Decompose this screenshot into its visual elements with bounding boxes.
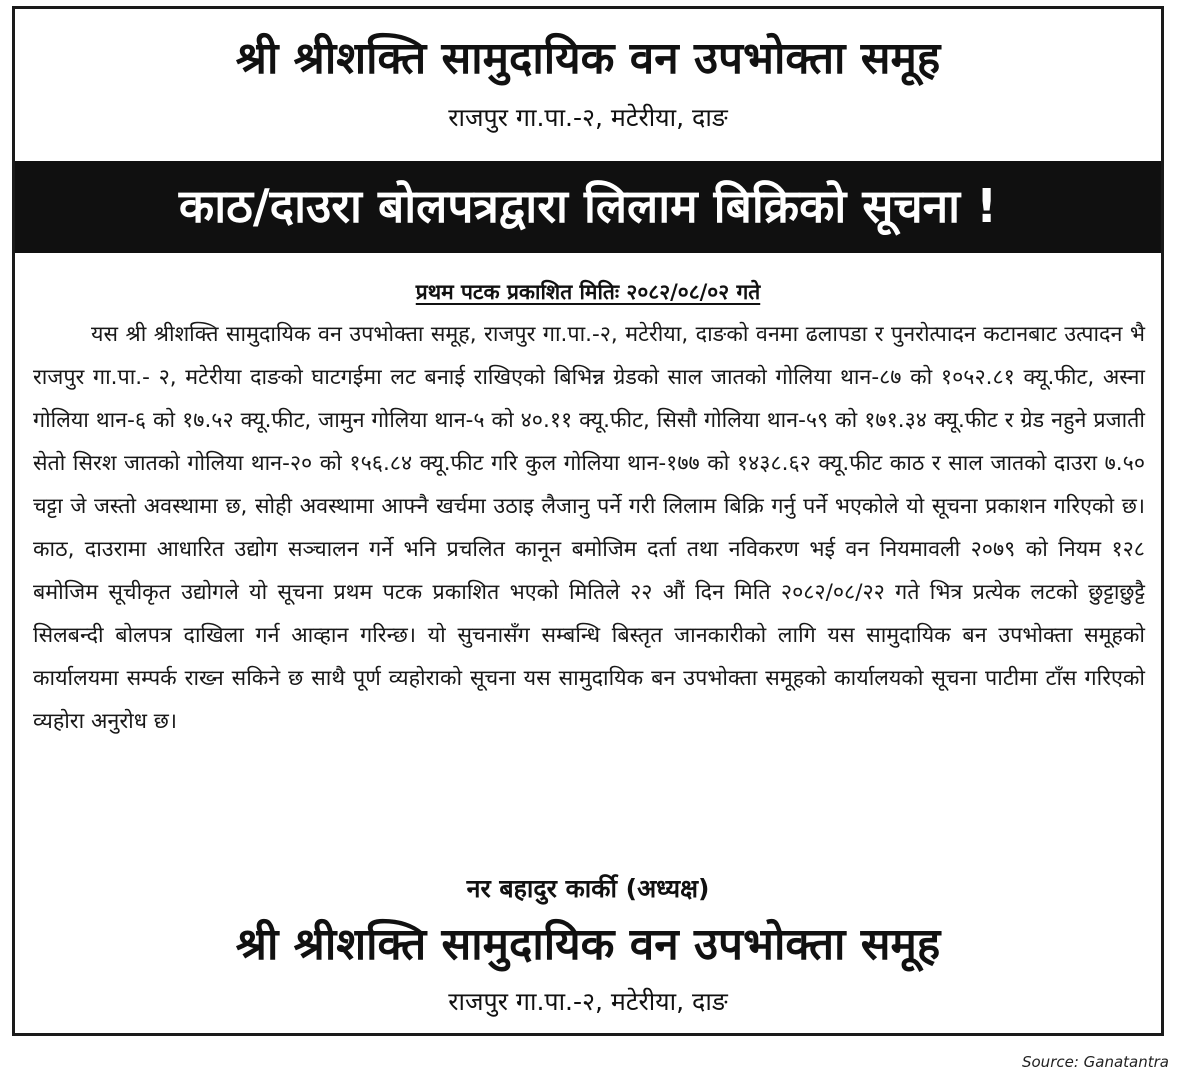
signatory: नर बहादुर कार्की (अध्यक्ष) bbox=[466, 874, 710, 903]
notice-frame bbox=[12, 6, 1164, 1036]
footer-org-address: राजपुर गा.पा.-२, मटेरीया, दाङ bbox=[448, 987, 728, 1016]
headline-band bbox=[15, 161, 1161, 253]
footer-org-title: श्री श्रीशक्ति सामुदायिक वन उपभोक्ता समूह bbox=[235, 919, 941, 970]
org-address: राजपुर गा.पा.-२, मटेरीया, दाङ bbox=[448, 103, 728, 132]
source-credit: Source: Ganatantra bbox=[1021, 1053, 1169, 1071]
notice-headline: काठ/दाउरा बोलपत्रद्वारा लिलाम बिक्रिको सूचना ! bbox=[178, 179, 998, 233]
org-title: श्री श्रीशक्ति सामुदायिक वन उपभोक्ता समूह bbox=[235, 33, 941, 84]
published-date: प्रथम पटक प्रकाशित मितिः २०८२/०८/०२ गते bbox=[415, 280, 761, 304]
notice-body: यस श्री श्रीशक्ति सामुदायिक वन उपभोक्ता समूह, राजपुर गा.पा.-२, मटेरीया, दाङको वनमा ढलापडा र पुनरोत्पादन कटानबाट उत्पादन भै राजपुर गा.पा.- २, मटेरीया दाङको घाटगईमा लट बनाई राखिएको बिभिन्न ग्रेडको साल जातको गोलिया थान-८७ को १०५२.८१ क्यू.फीट, अस्ना गोलिया थान-६ को १७.५२ क्यू.फीट, जामुन गोलिया थान-५ को ४०.११ क्यू.फीट, सिसौ गोलिया थान-५९ को १७१.३४ क्यू.फीट र ग्रेड नहुने प्रजाती सेतो सिरश जातको गोलिया थान-२० को १५६.८४ क्यू.फीट गरि कुल गोलिया थान-१७७ को १४३८.६२ क्यू.फीट काठ र साल जातको दाउरा ७.५० चट्टा जे जस्तो अवस्थामा छ, सोही अवस्थामा आफ्नै खर्चमा उठाइ लैजानु पर्ने गरी लिलाम बिक्रि गर्नु पर्ने भएकोले यो सूचना प्रकाशन गरिएको छ। काठ, दाउरामा आधारित उद्योग सञ्चालन गर्ने भनि प्रचलित कानून बमोजिम दर्ता तथा नविकरण भई वन नियमावली २०७९ को नियम १२८ बमोजिम सूचीकृत उद्योगले यो सूचना प्रथम पटक प्रकाशित भएको मितिले २२ औं दिन मिति २०८२/०८/२२ गते भित्र प्रत्येक लटको छुट्टाछुट्टै सिलबन्दी बोलपत्र दाखिला गर्न आव्हान गरिन्छ। यो सुचनासँग सम्बन्धि बिस्तृत जानकारीको लागि यस सामुदायिक बन उपभोक्ता समूहको कार्यालयमा सम्पर्क राख्न सकिने छ साथै पूर्ण व्यहोराको सूचना यस सामुदायिक बन उपभोक्ता समूहको कार्यालयको सूचना पाटीमा टाँस गरिएको व्यहोरा अनुरोध छ। bbox=[33, 322, 1145, 734]
